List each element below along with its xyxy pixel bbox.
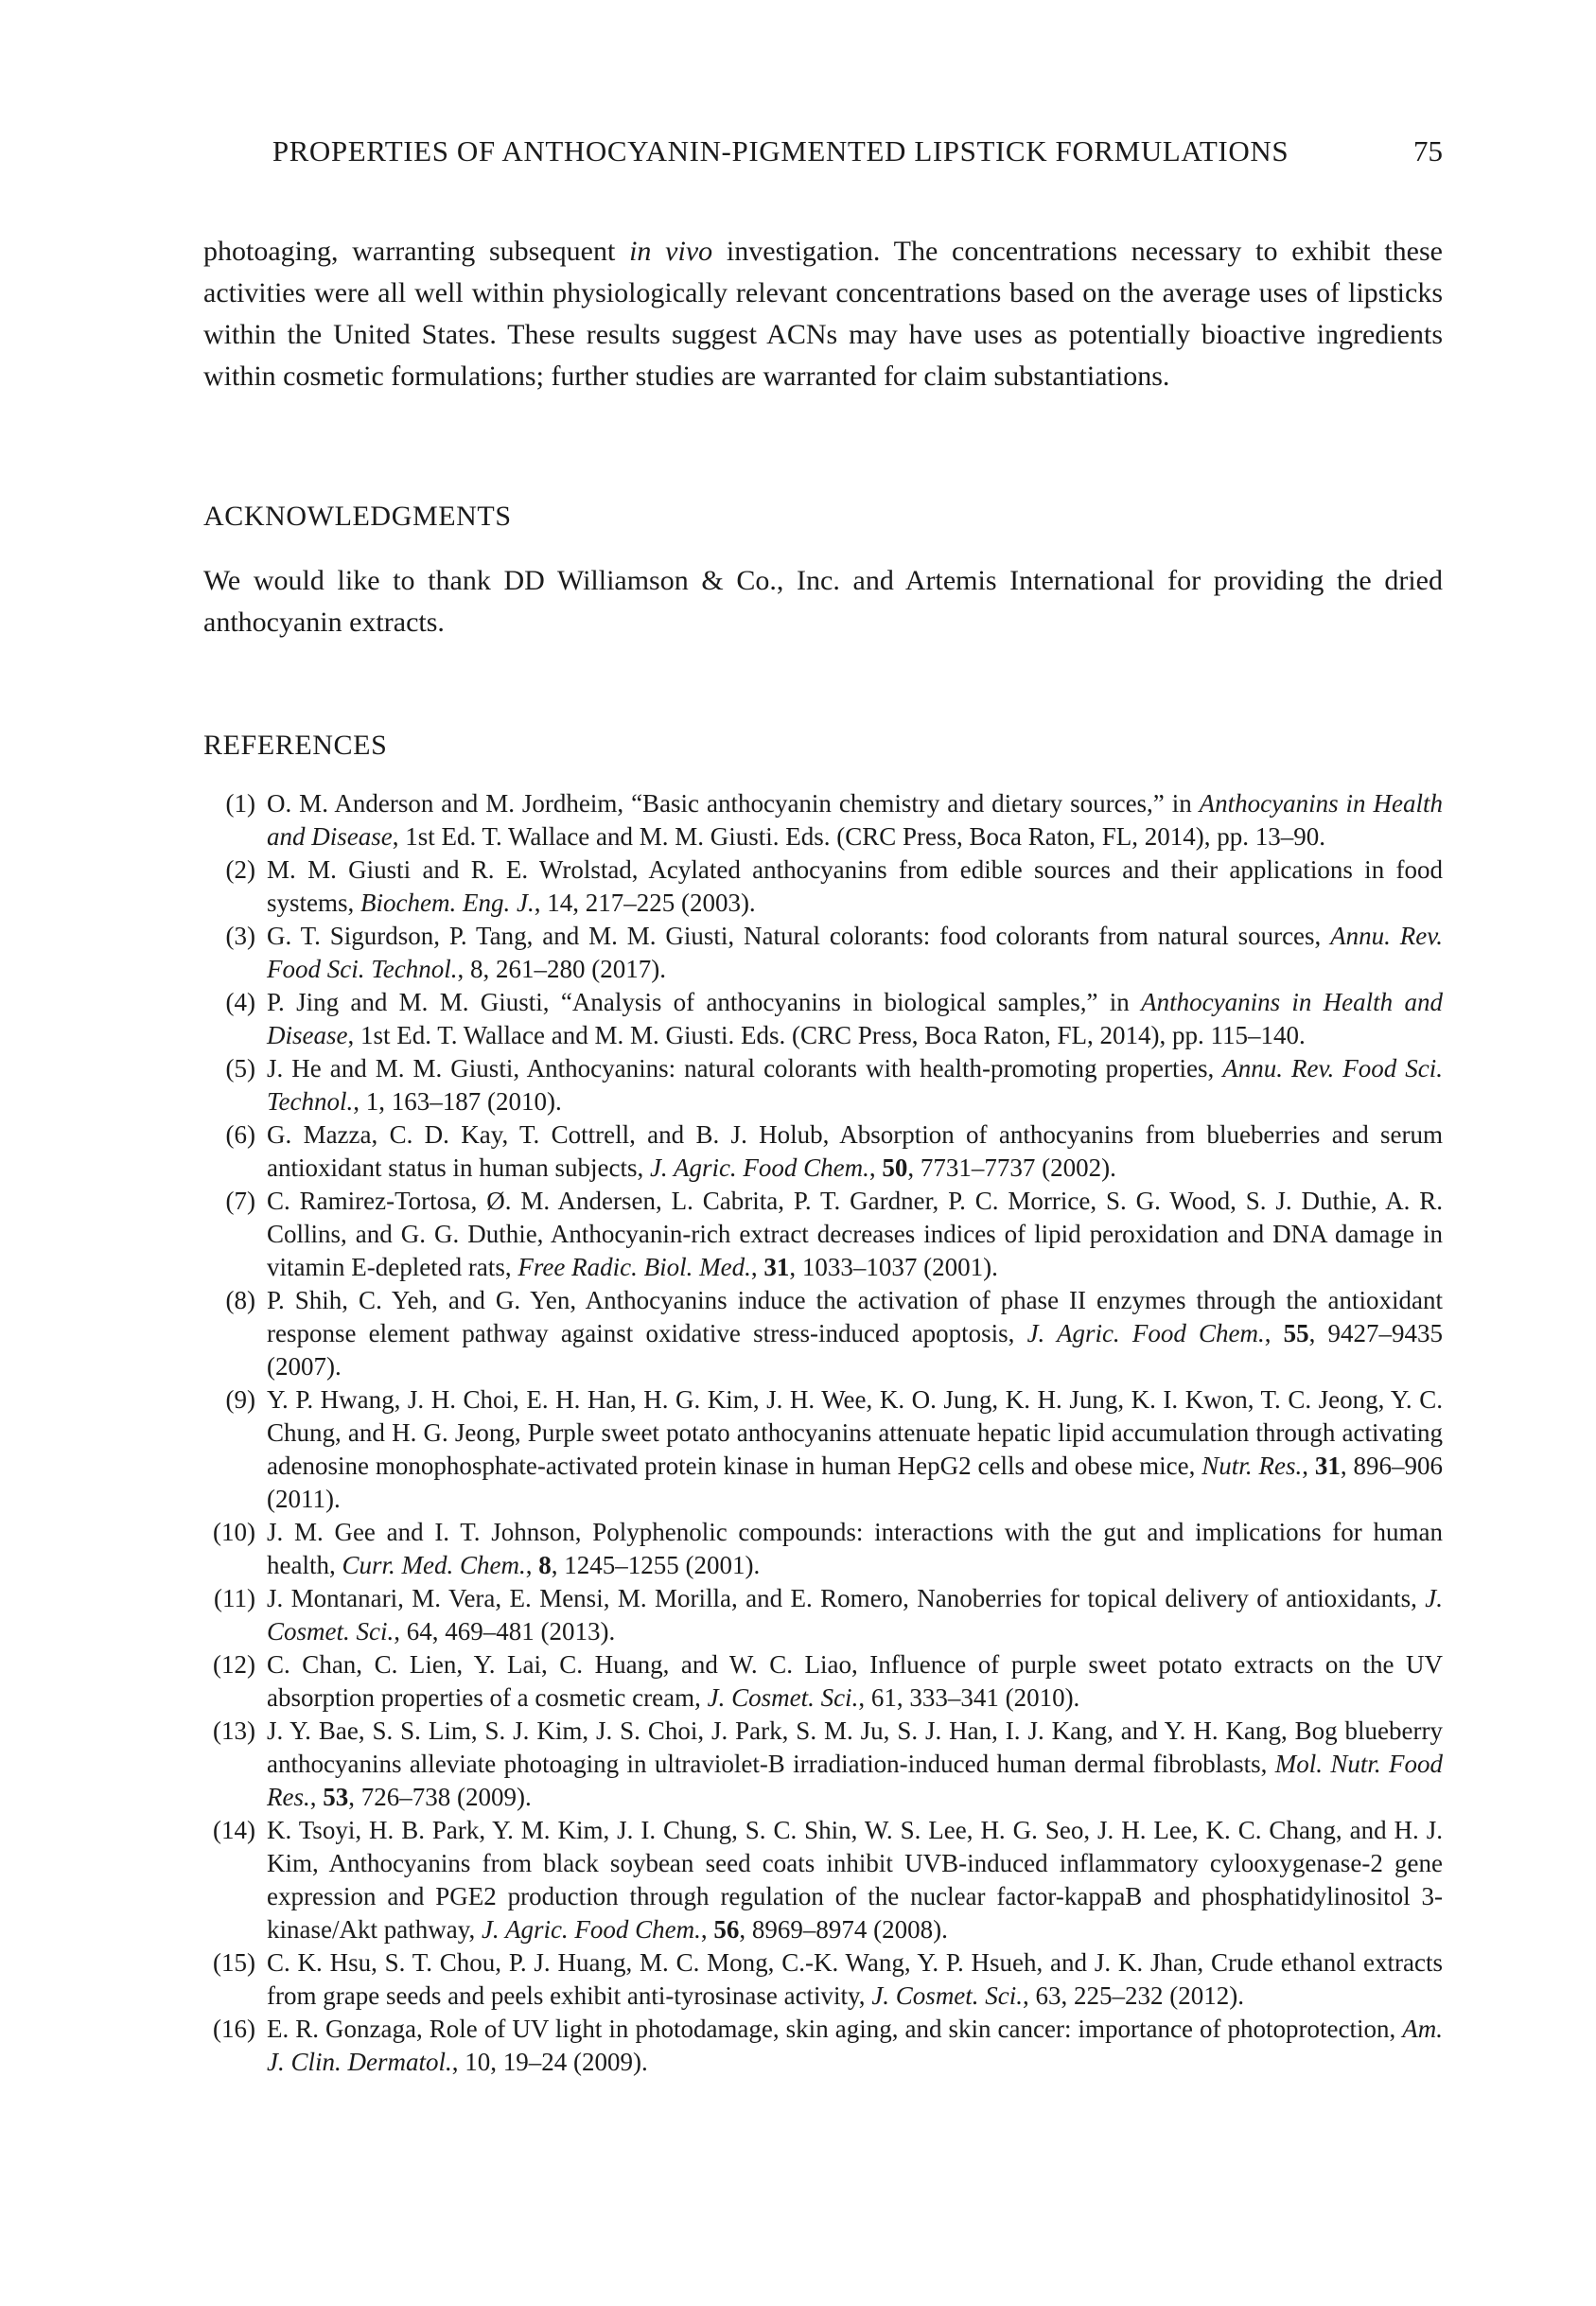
references-list (203, 787, 1443, 2079)
reference-text: G. Mazza, C. D. Kay, T. Cottrell, and B. J. Holub, Absorption of anthocyanins from blueberries and serum antioxidant status in human subjects, J. Agric. Food Chem., 50, 7731–7737 (2002). (267, 1120, 1443, 1182)
reference-text: P. Jing and M. M. Giusti, “Analysis of anthocyanins in biological samples,” in Anthocyanins in Health and Disease, 1st Ed. T. Wallace and M. M. Giusti. Eds. (CRC Press, Boca Raton, FL, 2014), pp. 115–140. (267, 988, 1443, 1049)
reference-number: (13) (213, 1716, 255, 1745)
reference-item (203, 787, 1443, 854)
reference-number: (12) (213, 1650, 255, 1679)
reference-text: J. Y. Bae, S. S. Lim, S. J. Kim, J. S. Choi, J. Park, S. M. Ju, S. J. Han, I. J. Kang, and Y. H. Kang, Bog blueberry anthocyanins alleviate photoaging in ultraviolet-B irradiation-induced human dermal fibroblasts, Mol. Nutr. Food Res., 53, 726–738 (2009). (267, 1716, 1443, 1811)
reference-item (203, 1284, 1443, 1383)
running-head-title: PROPERTIES OF ANTHOCYANIN-PIGMENTED LIPSTICK FORMULATIONS (272, 134, 1289, 167)
reference-item (203, 1946, 1443, 2013)
reference-item (203, 854, 1443, 920)
reference-item (203, 920, 1443, 986)
reference-text: P. Shih, C. Yeh, and G. Yen, Anthocyanins induce the activation of phase II enzymes through the antioxidant response element pathway against oxidative stress-induced apoptosis, J. Agric. Food Chem., 55, 9427–9435 (2007). (267, 1286, 1444, 1381)
reference-item (203, 1715, 1443, 1814)
reference-number: (10) (213, 1518, 255, 1546)
acknowledgments-heading: ACKNOWLEDGMENTS (203, 501, 512, 532)
reference-text: O. M. Anderson and M. Jordheim, “Basic anthocyanin chemistry and dietary sources,” in Anthocyanins in Health and Disease, 1st Ed. T. Wallace and M. M. Giusti. Eds. (CRC Press, Boca Raton, FL, 2014), pp. 13–90. (267, 789, 1443, 851)
reference-text: C. Chan, C. Lien, Y. Lai, C. Huang, and W. C. Liao, Influence of purple sweet potato extracts on the UV absorption properties of a cosmetic cream, J. Cosmet. Sci., 61, 333–341 (2010). (267, 1650, 1443, 1712)
reference-item (203, 1582, 1443, 1648)
reference-item (203, 1648, 1443, 1715)
reference-item (203, 1118, 1443, 1185)
reference-number: (5) (225, 1054, 255, 1083)
reference-number: (15) (213, 1948, 255, 1977)
reference-text: J. He and M. M. Giusti, Anthocyanins: natural colorants with health-promoting properties, Annu. Rev. Food Sci. Technol., 1, 163–187 (2010). (267, 1054, 1443, 1116)
page-header (203, 134, 1443, 168)
body-paragraph: photoaging, warranting subsequent in vivo investigation. The concentrations necessary to exhibit these activities were all well within physiologically relevant concentrations based on the average uses of lipsticks within the United States. These results suggest ACNs may have uses as potentially bioactive ingredients within cosmetic formulations; further studies are warranted for claim substantiations. (203, 236, 1443, 392)
reference-item (203, 1383, 1443, 1516)
reference-text: J. Montanari, M. Vera, E. Mensi, M. Morilla, and E. Romero, Nanoberries for topical delivery of antioxidants, J. Cosmet. Sci., 64, 469–481 (2013). (267, 1584, 1443, 1646)
reference-number: (3) (225, 922, 255, 950)
reference-number: (7) (225, 1187, 255, 1215)
reference-number: (4) (225, 988, 255, 1016)
reference-item (203, 986, 1443, 1052)
page-content (203, 0, 1443, 2079)
reference-text: G. T. Sigurdson, P. Tang, and M. M. Giusti, Natural colorants: food colorants from natural sources, Annu. Rev. Food Sci. Technol., 8, 261–280 (2017). (267, 922, 1443, 983)
reference-text: C. Ramirez-Tortosa, Ø. M. Andersen, L. Cabrita, P. T. Gardner, P. C. Morrice, S. G. Wood, S. J. Duthie, A. R. Collins, and G. G. Duthie, Anthocyanin-rich extract decreases indices of lipid peroxidation and DNA damage in vitamin E-depleted rats, Free Radic. Biol. Med., 31, 1033–1037 (2001). (267, 1187, 1443, 1281)
acknowledgments-text: We would like to thank DD Williamson & Co., Inc. and Artemis International for providing the dried anthocyanin extracts. (203, 565, 1443, 638)
reference-text: M. M. Giusti and R. E. Wrolstad, Acylated anthocyanins from edible sources and their applications in food systems, Biochem. Eng. J., 14, 217–225 (2003). (267, 855, 1443, 917)
reference-number: (11) (214, 1584, 255, 1612)
reference-number: (1) (225, 789, 255, 818)
reference-number: (16) (213, 2015, 255, 2043)
reference-text: Y. P. Hwang, J. H. Choi, E. H. Han, H. G. Kim, J. H. Wee, K. O. Jung, K. H. Jung, K. I. Kwon, T. C. Jeong, Y. C. Chung, and H. G. Jeong, Purple sweet potato anthocyanins attenuate hepatic lipid accumulation through activating adenosine monophosphate-activated protein kinase in human HepG2 cells and obese mice, Nutr. Res., 31, 896–906 (2011). (267, 1385, 1444, 1513)
reference-item (203, 1052, 1443, 1118)
reference-text: J. M. Gee and I. T. Johnson, Polyphenolic compounds: interactions with the gut and implications for human health, Curr. Med. Chem., 8, 1245–1255 (2001). (267, 1518, 1443, 1579)
reference-item (203, 1185, 1443, 1284)
reference-number: (9) (225, 1385, 255, 1414)
reference-item (203, 1814, 1443, 1946)
reference-number: (14) (213, 1816, 255, 1844)
reference-item (203, 2013, 1443, 2079)
reference-number: (8) (225, 1286, 255, 1314)
reference-text: K. Tsoyi, H. B. Park, Y. M. Kim, J. I. Chung, S. C. Shin, W. S. Lee, H. G. Seo, J. H. Lee, K. C. Chang, and H. J. Kim, Anthocyanins from black soybean seed coats inhibit UVB-induced inflammatory cylooxygenase-2 gene expression and PGE2 production through regulation of the nuclear factor-kappaB and phosphatidylinositol 3-kinase/Akt pathway, J. Agric. Food Chem., 56, 8969–8974 (2008). (267, 1816, 1443, 1944)
reference-text: E. R. Gonzaga, Role of UV light in photodamage, skin aging, and skin cancer: importance of photoprotection, Am. J. Clin. Dermatol., 10, 19–24 (2009). (267, 2015, 1443, 2076)
reference-text: C. K. Hsu, S. T. Chou, P. J. Huang, M. C. Mong, C.-K. Wang, Y. P. Hsueh, and J. K. Jhan, Crude ethanol extracts from grape seeds and peels exhibit anti-tyrosinase activity, J. Cosmet. Sci., 63, 225–232 (2012). (267, 1948, 1443, 2010)
reference-item (203, 1516, 1443, 1582)
reference-number: (2) (225, 855, 255, 884)
references-heading: REFERENCES (203, 730, 388, 761)
reference-number: (6) (225, 1120, 255, 1149)
page-number: 75 (1413, 134, 1443, 167)
